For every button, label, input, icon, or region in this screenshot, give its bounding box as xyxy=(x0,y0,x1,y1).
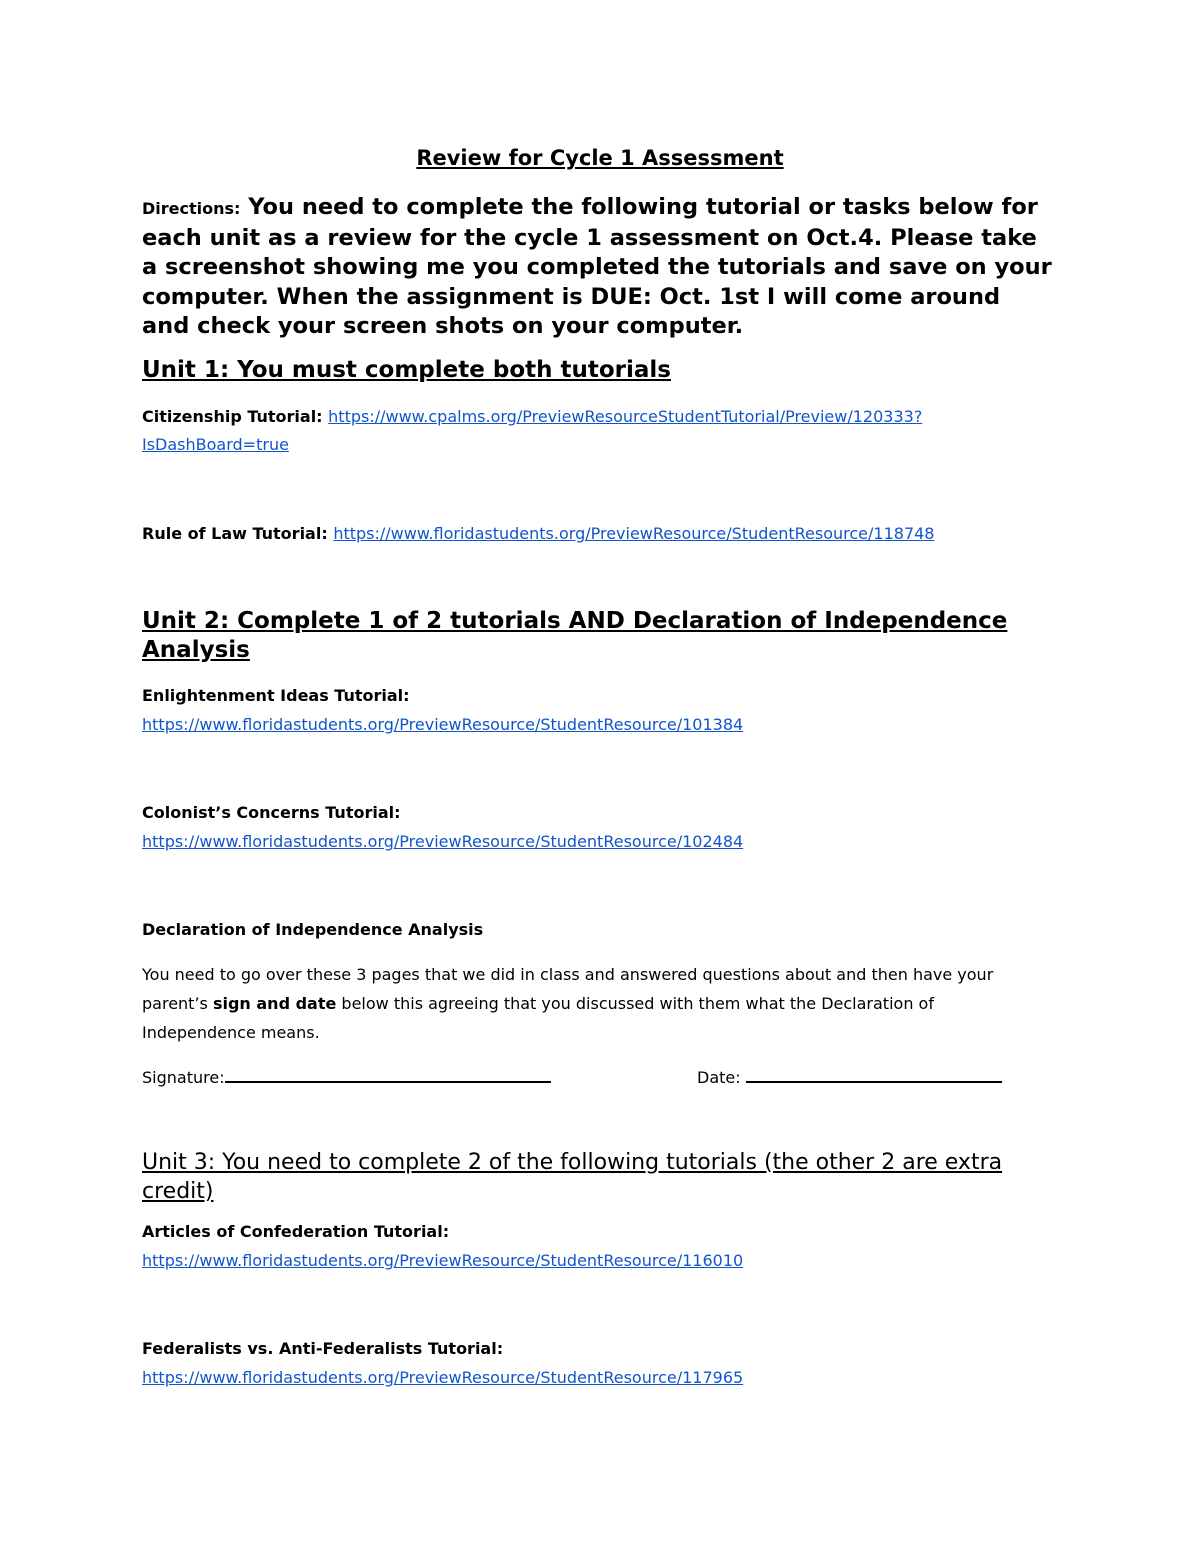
enlightenment-label: Enlightenment Ideas Tutorial: xyxy=(142,686,410,705)
signature-label: Signature: xyxy=(142,1068,225,1087)
articles-link[interactable]: https://www.floridastudents.org/PreviewResource/StudentResource/116010 xyxy=(142,1251,744,1270)
date-field[interactable] xyxy=(697,1065,1002,1087)
unit2-heading: Unit 2: Complete 1 of 2 tutorials AND Declaration of Independence Analysis xyxy=(142,608,1008,663)
articles-link-line xyxy=(142,1251,743,1270)
declaration-label: Declaration of Independence Analysis xyxy=(142,920,484,939)
directions-text: You need to complete the following tutorial or tasks below for each unit as a review for the cycle 1 assessment on Oct.4. Please take a screenshot showing me you completed the tutorials and save on your computer. When the assignment is DUE: Oct. 1st I will come around and check your screen shots on your computer. xyxy=(142,194,1052,340)
document-title: Review for Cycle 1 Assessment xyxy=(416,146,784,170)
rule-of-law-label: Rule of Law Tutorial: xyxy=(142,524,328,543)
citizenship-tutorial-link-cont xyxy=(142,435,289,454)
articles-label: Articles of Confederation Tutorial: xyxy=(142,1222,450,1241)
citizenship-tutorial-link[interactable]: https://www.cpalms.org/PreviewResourceStudentTutorial/Preview/120333? xyxy=(328,407,923,426)
declaration-text-bold: sign and date xyxy=(212,994,337,1013)
directions-paragraph xyxy=(142,193,1052,342)
signature-field[interactable] xyxy=(142,1065,551,1087)
unit1-heading: Unit 1: You must complete both tutorials xyxy=(142,357,671,383)
date-label: Date: xyxy=(697,1068,741,1087)
federalists-label: Federalists vs. Anti-Federalists Tutorial: xyxy=(142,1339,504,1358)
enlightenment-link-line xyxy=(142,715,743,734)
rule-of-law-line xyxy=(142,524,934,543)
signature-line[interactable] xyxy=(225,1065,551,1083)
declaration-text-before: You need to go over these 3 pages that we did in class and answered questions about and then have your parent’s xyxy=(142,965,994,1013)
unit3-heading: Unit 3: You need to complete 2 of the following tutorials (the other 2 are extra credit) xyxy=(142,1150,1003,1204)
citizenship-tutorial-label: Citizenship Tutorial: xyxy=(142,407,323,426)
citizenship-tutorial-line xyxy=(142,407,922,426)
rule-of-law-link[interactable]: https://www.floridastudents.org/PreviewResource/StudentResource/118748 xyxy=(333,524,935,543)
directions-lead: Directions: xyxy=(142,199,241,218)
declaration-paragraph xyxy=(142,960,1042,1047)
federalists-link[interactable]: https://www.floridastudents.org/PreviewResource/StudentResource/117965 xyxy=(142,1368,744,1387)
colonists-link[interactable]: https://www.floridastudents.org/PreviewResource/StudentResource/102484 xyxy=(142,832,744,851)
citizenship-tutorial-link-2[interactable]: IsDashBoard=true xyxy=(142,435,289,454)
colonists-label: Colonist’s Concerns Tutorial: xyxy=(142,803,401,822)
declaration-text-after: below this agreeing that you discussed with them what the Declaration of Independence means. xyxy=(142,994,934,1042)
enlightenment-link[interactable]: https://www.floridastudents.org/PreviewResource/StudentResource/101384 xyxy=(142,715,744,734)
federalists-link-line xyxy=(142,1368,743,1387)
colonists-link-line xyxy=(142,832,743,851)
date-line[interactable] xyxy=(746,1065,1002,1083)
